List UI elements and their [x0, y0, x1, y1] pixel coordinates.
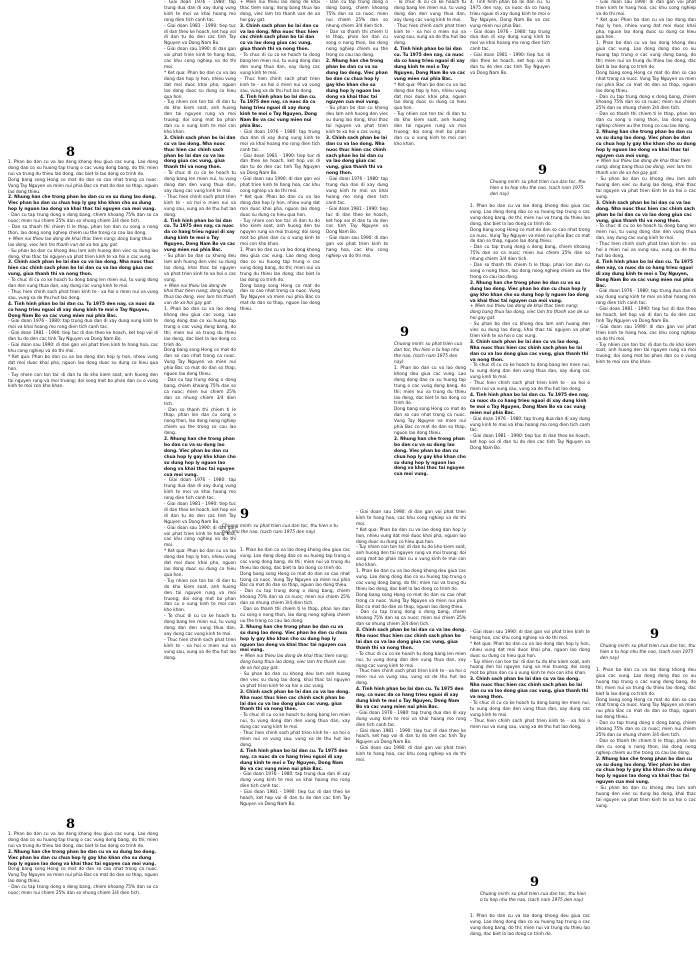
paragraph: - Tuy nhien con ton tai: di dan tu do kho kiem soat, anh huong den tai nguyen rung va moi truong; doi song mot bo phan dan cu o vung kinh te moi con kho khan.	[470, 659, 590, 677]
heading: 2. Nhung han che trong phan bo dan cu va su dung lao dong. Viec phan bo dan cu chua hop ly gay kho khan cho su dung hop ly nguon lao dong va khai thac tai nguyen cua moi vung.	[596, 756, 696, 786]
paragraph: - Giai doan 1981 - 1990: tiep tuc di dan theo ke hoach, ket hop voi di dan tu do den cac tinh Tay Nguyen va Dong Nam Bo.	[164, 502, 236, 525]
paragraph: - Dan cu tap trung dong o dong bang, chiem khoang 75% dan so ca nuoc; mien nui chiem 25% dan so nhung chiem 3/4 dien tich.	[8, 885, 158, 897]
paragraph: - Su phan bo dan cu khong deu lam anh huong den viec su dung lao dong, khai thac tai nguyen va phat trien kinh te xa hoi o cac vung.	[164, 253, 236, 283]
paragraph: - Giai doan sau 1990: di dan gan voi phat trien kinh te hang hoa, cac khu cong nghiep va do thi moi.	[8, 343, 158, 354]
page-number-mark: 9	[530, 875, 540, 890]
paragraph: - Giai doan 1976 - 1980: tap trung dua dan di xay dung vung kinh te moi va khai hoang mo rong dien tich canh tac.	[164, 0, 236, 23]
heading: 2. Nhung han che trong phan bo dan cu va su dung lao dong. Viec phan bo dan cu chua hop ly gay kho khan cho su dung hop ly nguon lao dong va khai thac tai nguyen cua moi vung.	[8, 849, 157, 867]
paragraph: - Tuy nhien con ton tai: di dan tu do kho kiem soat, anh huong den tai nguyen rung va moi truong; doi song mot bo phan dan cu o vung kinh te moi con kho khan.	[164, 578, 236, 614]
heading: 3. Chinh sach phan bo lai dan cu va lao dong. Nha nuoc thuc hien cac chinh sach phan bo lai dan cu va lao dong giua cac vung, giua thanh thi va nong thon.	[356, 628, 466, 651]
heading: 4. Tinh hinh phan bo lai dan cu. Tu 1975 den nay, ca nuoc da co hang trieu nguoi di xay dung kinh te moi o Tay Nguyen, Dong Nam Bo va cac vung mien nui phia Bac.	[240, 94, 317, 130]
page-number-mark: 9	[400, 325, 410, 340]
paragraph: Dong bang song Hong co mat do dan so cao nhat trong ca nuoc. Vung Tay Nguyen va mien nui phia Bac co mat do dan so thap, nguon lao dong thieu.	[470, 227, 590, 245]
section-number-lower: 8	[66, 817, 76, 832]
italic-note: + Mien nui thieu lao dong de khai thac tiem nang; dong bang thua lao dong, viec lam tro thanh van de xa hoi gay gat.	[8, 236, 152, 248]
paragraph: - Dan so thanh thi chiem ti le thap, phan lon dan cu song o nong thon, lao dong nong nghiep chiem uu the trong co cau lao dong.	[596, 112, 696, 130]
middle-column-c-lower	[394, 366, 466, 506]
paragraph: - Thuc hien chinh sach phat trien kinh te - xa hoi o mien nui va vung sau, vung xa de thu hut lao dong.	[8, 289, 158, 301]
paragraph: - Tuy nhien con ton tai: di dan tu do kho kiem soat, anh huong den tai nguyen rung va moi truong; doi song mot bo phan dan cu o vung kinh te moi con kho khan.	[240, 218, 320, 248]
caption: Chuong minh: su phat trien cua dan toc, thu hien o tu hop nhu the nao, (sach nam 1975 den nay)	[600, 644, 696, 661]
left-pane	[0, 0, 238, 960]
middle-column-a-lower	[240, 548, 350, 958]
paragraph: - Giai doan 1976 - 1980: tap trung dua dan di xay dung vung kinh te moi va khai hoang mo rong dien tich canh tac.	[356, 710, 466, 728]
paragraph: - Tuy nhien con ton tai: di dan tu do kho kiem soat, anh huong den tai nguyen rung va moi truong; doi song mot bo phan dan cu o vung kinh te moi con kho khan.	[8, 372, 158, 390]
paragraph: * Ket qua: Phan bo dan cu va lao dong dan hop ly hon, nhieu vung dat moi duoc khai pha, nguon lao dong duoc su dung co hieu qua hon.	[164, 549, 236, 578]
paragraph: Dong bang song Hong co mat do dan so cao nhat trong ca nuoc. Vung Tay Nguyen va mien nui phia Bac co mat do dan so thap, nguon lao dong thieu.	[240, 283, 320, 313]
page-number-mark: 9	[538, 163, 548, 178]
heading: 4. Tinh hinh phan bo lai dan cu. Tu 1975 den nay, ca nuoc da co hang trieu nguoi di xay dung kinh te moi o Tay Nguyen, Dong Nam Bo va cac vung mien nui phia Bac.	[596, 259, 694, 289]
heading: 2. Nhung han che trong phan bo dan cu va su dung lao dong. Viec phan bo dan cu chua hop ly gay kho khan cho su dung hop ly nguon lao dong va khai thac tai nguyen cua moi vung.	[470, 280, 589, 304]
heading: 4. Tinh hinh phan bo lai dan cu. Tu 1975 den nay, ca nuoc da co hang trieu nguoi di xay dung kinh te moi o Tay Nguyen, Dong Nam Bo va cac vung mien nui phia Bac.	[164, 218, 236, 254]
heading: 2. Nhung han che trong phan bo dan cu va su dung lao dong. Viec phan bo dan cu chua hop ly gay kho khan cho su dung hop ly nguon lao dong va khai thac tai nguyen cua moi vung.	[326, 59, 388, 106]
paragraph: - To chuc di cu co ke hoach tu dong bang len mien nui, tu vung dong dan den vung thua dan, xay dung cac vung kinh te moi.	[8, 278, 158, 290]
heading: 2. Nhung han che trong phan bo dan cu va su dung lao dong. Viec phan bo dan cu chua hop ly gay kho khan cho su dung hop ly nguon lao dong va khai thac tai nguyen cua moi vung.	[394, 436, 466, 478]
paragraph: 1. Phan bo dan cu va lao dong khong deu giua cac vung. Lao dong dong dao co xu huong tap trung o cac vung dong bang, do thi; mien nui va trung du thieu lao dong, dac biet la lao dong co trinh do.	[596, 668, 696, 697]
paragraph: - Giai doan 1976 - 1980: tap trung dua dan di xay dung vung kinh te moi va khai hoang mo rong dien tich canh tac.	[240, 129, 320, 153]
paragraph: * Ket qua: Phan bo dan cu va lao dong dan hop ly hon, nhieu vung dat moi duoc khai pha, nguon lao dong duoc su dung co hieu qua hon.	[164, 70, 236, 100]
caption: Chuong minh: su phat trien cua dan toc, thu hien o tu hop nhu the nao, (sach nam 1975 den nay)	[480, 892, 587, 903]
paragraph: - Giai doan 1976 - 1980: tap trung dua dan di xay dung vung kinh te moi va khai hoang mo rong dien tich canh tac.	[596, 289, 696, 307]
paragraph: - Tuy nhien con ton tai: di dan tu do kho kiem soat, anh huong den tai nguyen rung va moi truong; doi song mot bo phan dan cu o vung kinh te moi con kho khan.	[164, 100, 236, 135]
paragraph: - To chuc di cu co ke hoach tu dong bang len mien nui, tu vung dong dan den vung thua dan, xay dung cac vung kinh te moi.	[356, 651, 466, 669]
paragraph: - Dan cu tap trung dong o dong bang, chiem khoang 75% dan so ca nuoc; mien nui chiem 25% dan so nhung chiem 3/4 dien tich.	[8, 213, 158, 225]
paragraph: Dong bang song Hong co mat do dan so cao nhat trong ca nuoc. Vung Tay Nguyen va mien nui phia Bac co mat do dan so thap, nguon lao dong thieu.	[596, 697, 696, 721]
paragraph: - Giai doan 1976 - 1980: tap trung dua dan di xay dung vung kinh te moi va khai hoang mo rong dien tich canh tac.	[240, 772, 350, 790]
middle-column-a	[240, 0, 320, 500]
right-caption	[490, 180, 590, 200]
left-column-right-half	[164, 0, 236, 958]
right-column-a	[470, 0, 550, 160]
paragraph: - Dan so thanh thi chiem ti le thap, phan lon dan cu song o nong thon, lao dong nong nghiep chiem uu the trong co cau lao dong.	[326, 29, 388, 59]
paragraph: - Thuc hien chinh sach phat trien kinh te - xa hoi o mien nui va vung sau, vung xa de thu hut lao dong.	[164, 194, 236, 218]
heading: 3. Chinh sach phan bo lai dan cu va lao dong. Nha nuoc thuc hien cac chinh sach phan bo lai dan cu va lao dong giua cac vung, giua thanh thi va nong thon.	[8, 260, 155, 278]
paragraph: + Mien nui thieu lao dong de khai thac tiem nang; dong bang thua lao dong, viec lam tro thanh van de xa hoi gay gat.	[240, 0, 320, 23]
paragraph: - Dan so thanh thi chiem ti le thap, phan lon dan cu song o nong thon, lao dong nong nghiep chiem uu the trong co cau lao dong.	[8, 224, 158, 236]
paragraph: - Dan cu tap trung dong o dong bang, chiem khoang 75% dan so ca nuoc; mien nui chiem 25% dan so nhung chiem 3/4 dien tich.	[596, 94, 696, 112]
paragraph: - Giai doan 1976 - 1980: tap trung dua dan di xay dung vung kinh te moi va khai hoang mo rong dien tich canh tac.	[8, 319, 158, 331]
heading: 2. Nhung han che trong phan bo dan cu va su dung lao dong. Viec phan bo dan cu chua hop ly gay kho khan cho su dung hop ly nguon lao dong va khai thac tai nguyen cua moi vung.	[164, 437, 236, 478]
middle-column-b-lower	[356, 510, 466, 958]
heading: 2. Nhung han che trong phan bo dan cu va su dung lao dong. Viec phan bo dan cu chua hop ly gay kho khan cho su dung hop ly nguon lao dong va khai thac tai nguyen cua moi vung.	[596, 129, 696, 159]
paragraph: - Giai doan sau 1990: di dan gan voi phat trien kinh te hang hoa, cac khu cong nghiep va do thi moi.	[164, 525, 236, 549]
paragraph: 1. Phan bo dan cu va lao dong khong deu giua cac vung. Lao dong dong dao co xu huong tap trung o cac vung dong bang, do thi; mien nui va trung du thieu lao dong, dac biet la lao dong co trinh do.	[394, 366, 466, 407]
paragraph: - Thuc hien chinh sach phat trien kinh te - xa hoi o mien nui va vung sau, vung xa de thu hut lao dong.	[240, 731, 350, 748]
paragraph: Dong bang song Hong co mat do dan so cao nhat trong ca nuoc. Vung Tay Nguyen va mien nui phia Bac co mat do dan so thap, nguon lao dong thieu.	[394, 407, 466, 436]
right-caption	[480, 892, 590, 912]
paragraph: - Giai doan 1981 - 1990: tiep tuc di dan theo ke hoach, ket hop voi di dan tu do den cac tinh Tay Nguyen va Dong Nam Bo.	[470, 434, 590, 452]
paragraph: - Tuy nhien con ton tai: di dan tu do kho kiem soat, anh huong den tai nguyen rung va moi truong; doi song mot bo phan dan cu o vung kinh te moi con kho khan.	[356, 545, 466, 569]
paragraph: - To chuc di cu co ke hoach tu dong bang len mien nui, tu vung dong dan den vung thua dan, xay dung cac vung kinh te moi.	[596, 224, 696, 242]
paragraph: - Giai doan sau 1990: di dan gan voi phat trien kinh te hang hoa, cac khu cong nghiep va do thi moi.	[356, 746, 466, 764]
paragraph: - Dan cu tap trung dong o dong bang, chiem khoang 75% dan so ca nuoc; mien nui chiem 25% dan so nhung chiem 3/4 dien tich.	[356, 610, 466, 628]
paragraph: Dong bang song Hong co mat do dan so cao nhat trong ca nuoc. Vung Tay Nguyen va mien nui phia Bac co mat do dan so thap, nguon lao dong thieu.	[596, 70, 696, 94]
paragraph: - Giai doan 1981 - 1990: tiep tuc di dan theo ke hoach, ket hop voi di dan tu do den cac tinh Tay Nguyen va Dong Nam Bo.	[240, 153, 320, 177]
heading: 4. Tinh hinh phan bo lai dan cu. Tu 1975 den nay, ca nuoc da co hang trieu nguoi di xay dung kinh te moi o Tay Nguyen, Dong Nam Bo va cac vung mien nui phia Bac.	[8, 301, 155, 319]
paragraph: - Su phan bo dan cu khong deu lam anh huong den viec su dung lao dong, khai thac tai nguyen va phat trien kinh te xa hoi o cac vung.	[326, 106, 388, 135]
paragraph: - Giai doan 1981 - 1990: tiep tuc di dan theo ke hoach, ket hop voi di dan tu do den cac tinh Tay Nguyen va Dong Nam Bo.	[596, 307, 696, 324]
paragraph: * Ket qua: Phan bo dan cu va lao dong dan hop ly hon, nhieu vung dat moi duoc khai pha, nguon lao dong duoc su dung co hieu qua hon.	[596, 17, 696, 41]
heading: 3. Chinh sach phan bo lai dan cu va lao dong. Nha nuoc thuc hien cac chinh sach phan bo lai dan cu va lao dong giua cac vung, giua thanh thi va nong thon.	[596, 200, 695, 224]
paragraph: * Ket qua: Phan bo dan cu va lao dong dan hop ly hon, nhieu vung dat moi duoc khai pha, nguon lao dong duoc su dung co hieu qua hon.	[240, 194, 320, 218]
paragraph: 1. Phan bo dan cu va lao dong khong deu giua cac vung. Lao dong dong dao co xu huong tap trung o cac vung dong bang, do thi; mien nui va trung du thieu lao dong, dac biet la lao dong co trinh do.	[8, 160, 158, 177]
middle-column-b	[326, 0, 388, 500]
right-column-b	[596, 0, 696, 620]
paragraph: - Thuc hien chinh sach phat trien kinh te - xa hoi o mien nui va vung sau, vung xa de thu hut lao dong.	[470, 718, 590, 730]
paragraph: - Dan cu tap trung dong o dong bang, chiem khoang 75% dan so ca nuoc; mien nui chiem 25% dan so nhung chiem 3/4 dien tich.	[470, 245, 590, 263]
paragraph: - Giai doan 1976 - 1980: tap trung dua dan di xay dung vung kinh te moi va khai hoang mo rong dien tich canh tac.	[326, 177, 388, 206]
paragraph: - Thuc hien chinh sach phat trien kinh te - xa hoi o mien nui va vung sau, vung xa de thu hut lao dong.	[470, 381, 590, 393]
paragraph: 1. Phan bo dan cu va lao dong khong deu giua cac vung. Lao dong dong dao co xu huong tap trung o cac vung dong bang, do thi; mien nui va trung du thieu lao dong, dac biet la lao dong co trinh do.	[240, 548, 350, 571]
paragraph: - Giai doan 1976 - 1980: tap trung dua dan di xay dung vung kinh te moi va khai hoang mo rong dien tich canh tac.	[164, 478, 236, 502]
right-column-b-lower	[596, 668, 696, 958]
paragraph: 1. Phan bo dan cu va lao dong khong deu giua cac vung. Lao dong dong dao co xu huong tap trung o cac vung dong bang, do thi; mien nui va trung du thieu lao dong, dac biet la lao dong co trinh do.	[8, 832, 158, 849]
heading: 2. Nhung han che trong phan bo dan cu va su dung lao dong. Viec phan bo dan cu chua hop ly gay kho khan cho su dung hop ly nguon lao dong va khai thac tai nguyen cua moi vung.	[240, 624, 347, 654]
heading: 4. Tinh hinh phan bo lai dan cu. Tu 1975 den nay, ca nuoc da co hang trieu nguoi di xay dung kinh te moi o Tay Nguyen, Dong Nam Bo va cac vung mien nui phia Bac.	[356, 687, 464, 710]
middle-caption	[222, 524, 342, 544]
paragraph: - Giai doan sau 1990: di dan gan voi phat trien kinh te hang hoa, cac khu cong nghiep va do thi moi.	[356, 510, 466, 527]
paragraph: - Giai doan 1981 - 1990: tiep tuc di dan theo ke hoach, ket hop voi di dan tu do den cac tinh Tay Nguyen va Dong Nam Bo.	[240, 790, 350, 807]
right-column-a-bottom	[470, 630, 590, 870]
section-number: 8	[66, 145, 76, 160]
paragraph: 1. Phan bo dan cu va lao dong khong deu giua cac vung. Lao dong dong dao co xu huong tap trung o cac vung dong bang, do thi; mien nui va trung du thieu lao dong, dac biet la lao dong co trinh do.	[470, 914, 590, 937]
middle-column-c	[394, 0, 466, 320]
paragraph: - Dan cu tap trung dong o dong bang, chiem khoang 75% dan so ca nuoc; mien nui chiem 25% dan so nhung chiem 3/4 dien tich.	[596, 721, 696, 738]
paragraph: - Tuy nhien con ton tai: di dan tu do kho kiem soat, anh huong den tai nguyen rung va moi truong; doi song mot bo phan dan cu o vung kinh te moi con kho khan.	[596, 342, 696, 366]
paragraph: Dong bang song Hong co mat do dan so cao nhat trong ca nuoc. Vung Tay Nguyen va mien nui phia Bac co mat do dan so thap, nguon lao dong thieu.	[240, 571, 350, 589]
paragraph: 1. Phan bo dan cu va lao dong khong deu giua cac vung. Lao dong dong dao co xu huong tap trung o cac vung dong bang, do thi; mien nui va trung du thieu lao dong, dac biet la lao dong co trinh do.	[596, 41, 696, 70]
paragraph: - Dan cu tap trung dong o dong bang, chiem khoang 75% dan so ca nuoc; mien nui chiem 25% dan so nhung chiem 3/4 dien tich.	[326, 0, 388, 29]
paragraph: 1. Phan bo dan cu va lao dong khong deu giua cac vung. Lao dong dong dao co xu huong tap trung o cac vung dong bang, do thi; mien nui va trung du thieu lao dong, dac biet la lao dong co trinh do.	[240, 248, 320, 283]
right-caption	[600, 644, 696, 664]
paragraph: - Giai doan sau 1990: di dan gan voi phat trien kinh te hang hoa, cac khu cong nghiep va do thi moi.	[240, 177, 320, 194]
paragraph: - Giai doan sau 1990: di dan gan voi phat trien kinh te hang hoa, cac khu cong nghiep va do thi moi.	[164, 47, 236, 70]
heading: 4. Tinh hinh phan bo lai dan cu. Tu 1975 den nay, ca nuoc da co hang trieu nguoi di xay dung kinh te moi o Tay Nguyen, Dong Nam Bo va cac vung mien nui phia Bac.	[394, 47, 466, 82]
middle-pane	[222, 0, 468, 960]
paragraph: - To chuc di cu co ke hoach tu dong bang len mien nui, tu vung dong dan den vung thua dan, xay dung cac vung kinh te moi.	[240, 713, 350, 731]
paragraph: - Tuy nhien con ton tai: di dan tu do kho kiem soat, anh huong den tai nguyen rung va moi truong; doi song mot bo phan dan cu o vung kinh te moi con kho khan.	[394, 112, 466, 147]
paragraph: 1. Phan bo dan cu va lao dong khong deu giua cac vung. Lao dong dong dao co xu huong tap trung o cac vung dong bang, do thi; mien nui va trung du thieu lao dong, dac biet la lao dong co trinh do.	[470, 204, 590, 227]
page-number-mark: 9	[650, 627, 660, 642]
paragraph: - Thuc hien chinh sach phat trien kinh te - xa hoi o mien nui va vung sau, vung xa de thu hut lao dong.	[596, 242, 696, 259]
heading: 2. Nhung han che trong phan bo dan cu va su dung lao dong. Viec phan bo dan cu chua hop ly gay kho khan cho su dung hop ly nguon lao dong va khai thac tai nguyen cua moi vung.	[8, 195, 157, 213]
paragraph: * Ket qua: Phan bo dan cu va lao dong dan hop ly hon, nhieu vung dat moi duoc khai pha, nguon lao dong duoc su dung co hieu qua hon.	[356, 527, 466, 545]
middle-caption	[394, 342, 466, 365]
paragraph: - Giai doan 1976 - 1980: tap trung dua dan di xay dung vung kinh te moi va khai hoang mo rong dien tich canh tac.	[470, 29, 550, 53]
paragraph: * Ket qua: Phan bo dan cu va lao dong dan hop ly hon, nhieu vung dat moi duoc khai pha, nguon lao dong duoc su dung co hieu qua hon.	[394, 82, 466, 112]
paragraph: - To chuc di cu co ke hoach tu dong bang len mien nui, tu vung dong dan den vung thua dan, xay dung cac vung kinh te moi.	[164, 171, 236, 194]
paragraph: - Giai doan 1981 - 1990: tiep tuc di dan theo ke hoach, ket hop voi di dan tu do den cac tinh Tay Nguyen va Dong Nam Bo.	[356, 728, 466, 746]
paragraph: - Giai doan 1981 - 1990: tiep tuc di dan theo ke hoach, ket hop voi di dan tu do den cac tinh Tay Nguyen va Dong Nam Bo.	[470, 53, 550, 76]
right-column-a-lower	[470, 204, 590, 624]
paragraph: - Dan so thanh thi chiem ti le thap, phan lon dan cu song o nong thon, lao dong nong nghiep chiem uu the trong co cau lao dong.	[240, 607, 350, 624]
paragraph: - Thuc hien chinh sach phat trien kinh te - xa hoi o mien nui va vung sau, vung xa de thu hut lao dong.	[164, 637, 236, 661]
paragraph: - Thuc hien chinh sach phat trien kinh te - xa hoi o mien nui va vung sau, vung xa de thu hut lao dong.	[356, 669, 466, 687]
heading: 3. Chinh sach phan bo lai dan cu va lao dong. Nha nuoc thuc hien cac chinh sach phan bo lai dan cu va lao dong giua cac vung, giua thanh thi va nong thon.	[470, 677, 589, 700]
paragraph: - Giai doan sau 1990: di dan gan voi phat trien kinh te hang hoa, cac khu cong nghiep va do thi moi.	[596, 324, 696, 342]
paragraph: 1. Phan bo dan cu va lao dong khong deu giua cac vung. Lao dong dong dao co xu huong tap trung o cac vung dong bang, do thi; mien nui va trung du thieu lao dong, dac biet la lao dong co trinh do.	[356, 569, 466, 592]
heading: 3. Chinh sach phan bo lai dan cu va lao dong. Nha nuoc thuc hien cac chinh sach phan bo lai dan cu va lao dong giua cac vung, giua thanh thi va nong thon.	[240, 23, 319, 53]
paragraph: Dong bang song Hong co mat do dan so cao nhat trong ca nuoc. Vung Tay Nguyen va mien nui phia Bac co mat do dan so thap, nguon lao dong thieu.	[164, 348, 236, 378]
paragraph: - Giai doan 1981 - 1990: tiep tuc di dan theo ke hoach, ket hop voi di dan tu do den cac tinh Tay Nguyen va Dong Nam Bo.	[8, 331, 158, 343]
italic-note: + Mien nui thieu lao dong de khai thac tiem nang; dong bang thua lao dong, viec lam tro thanh van de xa hoi gay gat.	[164, 283, 236, 307]
heading: 3. Chinh sach phan bo lai dan cu va lao dong. Nha nuoc thuc hien cac chinh sach phan bo lai dan cu va lao dong giua cac vung, giua thanh thi va nong thon.	[470, 339, 589, 363]
right-pane	[470, 0, 698, 960]
paragraph: - Su phan bo dan cu khong deu lam anh huong den viec su dung lao dong, khai thac tai nguyen va phat trien kinh te xa hoi o cac vung.	[596, 786, 696, 809]
paragraph: - Dan cu tap trung dong o dong bang, chiem khoang 75% dan so ca nuoc; mien nui chiem 25% dan so nhung chiem 3/4 dien tich.	[240, 589, 350, 607]
heading: 4. Tinh hinh phan bo lai dan cu. Tu 1975 den nay, ca nuoc da co hang trieu nguoi di xay dung kinh te moi o Tay Nguyen, Dong Nam Bo va cac vung mien nui phia Bac.	[240, 748, 348, 772]
paragraph: - To chuc di cu co ke hoach tu dong bang len mien nui, tu vung dong dan den vung thua dan, xay dung cac vung kinh te moi.	[470, 363, 590, 381]
heading: 4. Tinh hinh phan bo lai dan cu. Tu 1975 den nay, ca nuoc da co hang trieu nguoi di xay dung kinh te moi o Tay Nguyen, Dong Nam Bo va cac vung mien nui phia Bac.	[470, 393, 589, 416]
paragraph: Dong bang song Hong co mat do dan so cao nhat trong ca nuoc. Vung Tay Nguyen va mien nui phia Bac co mat do dan so thap, nguon lao dong thieu.	[8, 177, 158, 195]
italic-note: + Mien nui thieu lao dong de khai thac tiem nang; dong bang thua lao dong, viec lam tro thanh van de xa hoi gay gat.	[596, 159, 693, 177]
italic-note: + Mien nui thieu lao dong de khai thac tiem nang; dong bang thua lao dong, viec lam tro thanh van de xa hoi gay gat.	[240, 654, 349, 672]
paragraph: - Giai doan 1976 - 1980: tap trung dua dan di xay dung vung kinh te moi va khai hoang mo rong dien tich canh tac.	[470, 416, 590, 434]
paragraph: - Giai doan sau 1990: di dan gan voi phat trien kinh te hang hoa, cac khu cong nghiep va do thi moi.	[596, 0, 696, 17]
paragraph: - Dan so thanh thi chiem ti le thap, phan lon dan cu song o nong thon, lao dong nong nghiep chiem uu the trong co cau lao dong.	[164, 407, 236, 437]
paragraph: - Giai doan 1981 - 1990: tiep tuc di dan theo ke hoach, ket hop voi di dan tu do den cac tinh Tay Nguyen va Dong Nam Bo.	[326, 206, 388, 236]
heading: 3. Chinh sach phan bo lai dan cu va lao dong. Nha nuoc thuc hien cac chinh sach phan bo lai dan cu va lao dong giua cac vung, giua thanh thi va nong thon.	[164, 135, 236, 171]
paragraph: - Giai doan sau 1990: di dan gan voi phat trien kinh te hang hoa, cac khu cong nghiep va do thi moi.	[326, 236, 388, 259]
paragraph: - Giai doan 1981 - 1990: tiep tuc di dan theo ke hoach, ket hop voi di dan tu do den cac tinh Tay Nguyen va Dong Nam Bo.	[164, 23, 236, 47]
paragraph: Dong bang song Hong co mat do dan so cao nhat trong ca nuoc. Vung Tay Nguyen va mien nui phia Bac co mat do dan so thap, nguon lao dong thieu.	[8, 867, 158, 885]
paragraph: - Thuc hien chinh sach phat trien kinh te - xa hoi o mien nui va vung sau, vung xa de thu hut lao dong.	[240, 76, 320, 94]
paragraph: - Su phan bo dan cu khong deu lam anh huong den viec su dung lao dong, khai thac tai nguyen va phat trien kinh te xa hoi o cac vung.	[240, 672, 350, 689]
paragraph: * Ket qua: Phan bo dan cu va lao dong dan hop ly hon, nhieu vung dat moi duoc khai pha, nguon lao dong duoc su dung co hieu qua hon.	[470, 641, 590, 659]
paragraph: - Thuc hien chinh sach phat trien kinh te - xa hoi o mien nui va vung sau, vung xa de thu hut lao dong.	[394, 23, 466, 47]
paragraph: - To chuc di cu co ke hoach tu dong bang len mien nui, tu vung dong dan den vung thua dan, xay dung cac vung kinh te moi.	[394, 0, 466, 23]
caption: Chuong minh: su phat trien cua dan toc, thu hien o tu hop nhu the nao, (sach nam 1975 den nay)	[490, 180, 586, 197]
italic-note: + Mien nui thieu lao dong de khai thac tiem nang; dong bang thua lao dong, viec lam tro thanh van de xa hoi gay gat.	[470, 304, 589, 322]
caption: Chuong minh: su phat trien cua dan toc, thu hien o tu hop nhu the nao, (sach nam 1975 den nay)	[394, 342, 463, 365]
paragraph: - Dan so thanh thi chiem ti le thap, phan lon dan cu song o nong thon, lao dong nong nghiep chiem uu the trong co cau lao dong.	[596, 738, 696, 756]
paragraph: 4. Tinh hinh phan bo lai dan cu. Tu 1975 den nay, ca nuoc da co hang trieu nguoi di xay dung kinh te moi o Tay Nguyen, Dong Nam Bo va cac vung mien nui phia Bac.	[470, 0, 550, 29]
page-number-mark: 9	[240, 507, 250, 522]
paragraph: - Su phan bo dan cu khong deu lam anh huong den viec su dung lao dong, khai thac tai nguyen va phat trien kinh te xa hoi o cac vung.	[470, 322, 590, 339]
paragraph: - To chuc di cu co ke hoach tu dong bang len mien nui, tu vung dong dan den vung thua dan, xay dung cac vung kinh te moi.	[164, 614, 236, 637]
heading: 3. Chinh sach phan bo lai dan cu va lao dong. Nha nuoc thuc hien cac chinh sach phan bo lai dan cu va lao dong giua cac vung, giua thanh thi va nong thon.	[326, 135, 387, 177]
right-column-a-tail	[470, 914, 590, 958]
caption: Chuong minh: su phat trien cua dan toc, thu hien o tu hop nhu the nao, (sach nam 1975 den nay)	[222, 524, 338, 535]
paragraph: Dong bang song Hong co mat do dan so cao nhat trong ca nuoc. Vung Tay Nguyen va mien nui phia Bac co mat do dan so thap, nguon lao dong thieu.	[356, 592, 466, 610]
heading: 3. Chinh sach phan bo lai dan cu va lao dong. Nha nuoc thuc hien cac chinh sach phan bo lai dan cu va lao dong giua cac vung, giua thanh thi va nong thon.	[240, 689, 350, 713]
left-column-top	[8, 160, 158, 560]
paragraph: - Dan so thanh thi chiem ti le thap, phan lon dan cu song o nong thon, lao dong nong nghiep chiem uu the trong co cau lao dong.	[470, 263, 590, 280]
paragraph: - To chuc di cu co ke hoach tu dong bang len mien nui, tu vung dong dan den vung thua dan, xay dung cac vung kinh te moi.	[470, 700, 590, 718]
paragraph: - To chuc di cu co ke hoach tu dong bang len mien nui, tu vung dong dan den vung thua dan, xay dung cac vung kinh te moi.	[240, 53, 320, 76]
paragraph: 1. Phan bo dan cu va lao dong khong deu giua cac vung. Lao dong dong dao co xu huong tap trung o cac vung dong bang, do thi; mien nui va trung du thieu lao dong, dac biet la lao dong co trinh do.	[164, 307, 236, 348]
paragraph: - Su phan bo dan cu khong deu lam anh huong den viec su dung lao dong, khai thac tai nguyen va phat trien kinh te xa hoi o cac vung.	[8, 248, 158, 260]
paragraph: - Su phan bo dan cu khong deu lam anh huong den viec su dung lao dong, khai thac tai nguyen va phat trien kinh te xa hoi o cac vung.	[596, 177, 696, 200]
paragraph: - Giai doan sau 1990: di dan gan voi phat trien kinh te hang hoa, cac khu cong nghiep va do thi moi.	[470, 630, 590, 641]
paragraph: - Dan cu tap trung dong o dong bang, chiem khoang 75% dan so ca nuoc; mien nui chiem 25% dan so nhung chiem 3/4 dien tich.	[164, 378, 236, 407]
left-column-bottom	[8, 832, 158, 957]
paragraph: * Ket qua: Phan bo dan cu va lao dong dan hop ly hon, nhieu vung dat moi duoc khai pha, nguon lao dong duoc su dung co hieu qua hon.	[8, 354, 158, 372]
